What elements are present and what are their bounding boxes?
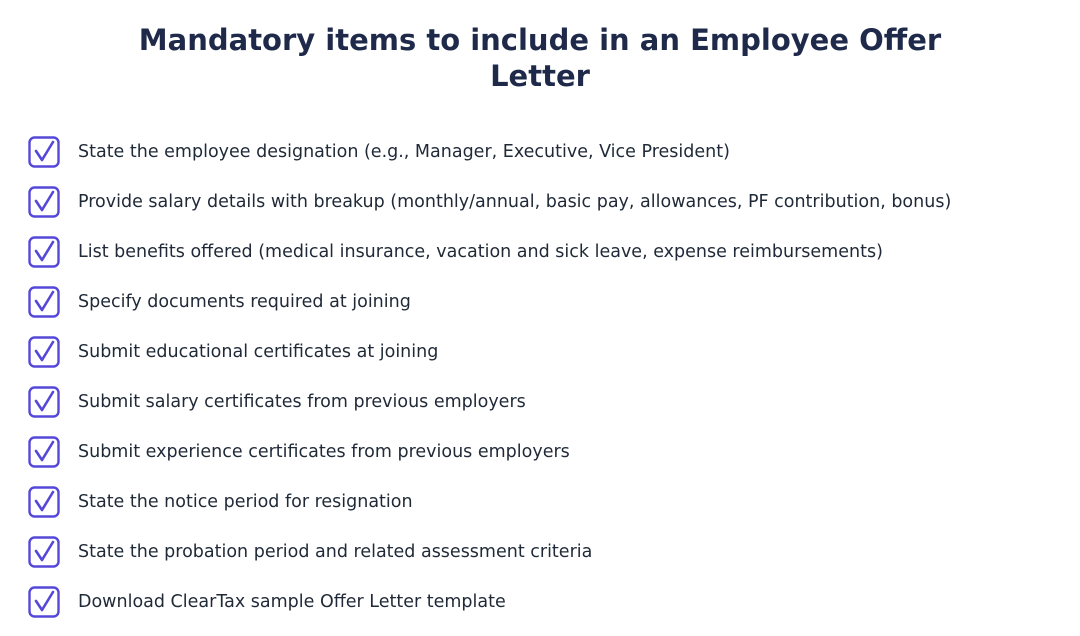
checklist-item [28,527,1080,577]
checkbox-checked-icon[interactable] [28,136,60,168]
checklist-item [28,277,1080,327]
checkbox-checked-icon[interactable] [28,486,60,518]
checklist-item-label: List benefits offered (medical insurance, vacation and sick leave, expense reimbursements) [78,242,883,262]
checkbox-checked-icon[interactable] [28,536,60,568]
offer-letter-checklist [28,127,1080,627]
checkbox-checked-icon[interactable] [28,186,60,218]
checklist-item [28,227,1080,277]
checklist-item-label: State the notice period for resignation [78,492,413,512]
checkbox-checked-icon[interactable] [28,336,60,368]
checklist-item-label: State the employee designation (e.g., Manager, Executive, Vice President) [78,142,730,162]
checklist-item-label: Download ClearTax sample Offer Letter template [78,592,506,612]
checklist-item-label: Provide salary details with breakup (monthly/annual, basic pay, allowances, PF contribution, bonus) [78,192,952,212]
checklist-item [28,377,1080,427]
checklist-item [28,577,1080,627]
checklist-item [28,327,1080,377]
checklist-item-label: State the probation period and related assessment criteria [78,542,593,562]
checkbox-checked-icon[interactable] [28,586,60,618]
checkbox-checked-icon[interactable] [28,236,60,268]
page-title: Mandatory items to include in an Employee Offer Letter [138,23,942,93]
checklist-item-label: Submit educational certificates at joining [78,342,439,362]
checklist-item [28,427,1080,477]
checklist-item-label: Submit experience certificates from previous employers [78,442,570,462]
checkbox-checked-icon[interactable] [28,436,60,468]
checklist-item [28,177,1080,227]
checkbox-checked-icon[interactable] [28,386,60,418]
checklist-item [28,477,1080,527]
checklist-item-label: Specify documents required at joining [78,292,411,312]
checklist-item-label: Submit salary certificates from previous employers [78,392,526,412]
checklist-item [28,127,1080,177]
checkbox-checked-icon[interactable] [28,286,60,318]
